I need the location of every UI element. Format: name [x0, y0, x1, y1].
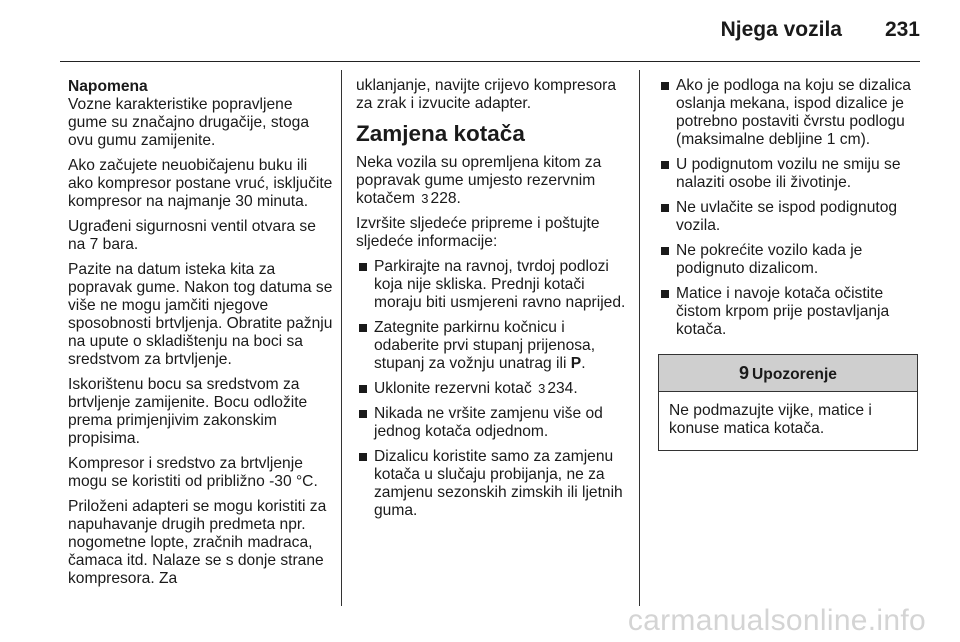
square-bullet-icon — [661, 161, 669, 169]
gear-position-p: P — [570, 355, 582, 372]
page-reference-icon: 3 — [538, 381, 546, 396]
list-item: Ne pokrećite vozilo kada je podignuto dizalicom. — [658, 242, 920, 278]
square-bullet-icon — [359, 385, 367, 393]
paragraph: Priloženi adapteri se mogu koristiti za napuhavanje drugih predmeta npr. nogometne lopte, zračnih madraca, čamaca itd. Nalaze se s donje strane kompresora. Za — [68, 498, 327, 587]
watermark: carmanualsonline.info — [627, 604, 926, 637]
warning-box — [658, 354, 918, 451]
list-item: Ne uvlačite se ispod podignutog vozila. — [658, 199, 920, 235]
list-item: Matice i navoje kotača očistite čistom krpom prije postavljanja kotača. — [658, 285, 920, 339]
warning-text: Ne podmazujte vijke, matice i konuse matica kotača. — [669, 402, 872, 437]
paragraph: Ako začujete neuobičajenu buku ili ako kompresor postane vruć, isključite kompresor na najmanje 30 minuta. — [68, 157, 333, 210]
list-item: Zategnite parkirnu kočnicu i odaberite prvi stupanj prijenosa, stupanj za vožnju unatrag ili P. — [356, 319, 626, 373]
intro-text: Neka vozila su opremljena kitom za popravak gume umjesto rezervnim kotačem — [356, 154, 602, 207]
paragraph: Iskorištenu bocu sa sredstvom za brtvljenje zamijenite. Bocu odložite prema primjenjivim zakonskim propisima. — [68, 376, 308, 447]
paragraph-intro — [356, 154, 626, 208]
chapter-title: Njega vozila — [720, 18, 842, 41]
page-reference[interactable]: 228. — [430, 190, 461, 207]
column-right — [658, 77, 920, 451]
list-item: Ako je podloga na koju se dizalica oslanja mekana, ispod dizalice je potrebno postaviti čvrstu podlogu (maksimalne debljine 1 cm). — [658, 77, 920, 149]
list-item: Uklonite rezervni kotač 3 234. — [356, 380, 626, 398]
page-reference[interactable]: 234. — [547, 380, 578, 397]
list-item: Dizalicu koristite samo za zamjenu kotača u slučaju probijanja, ne za zamjenu sezonskih zimskih ili ljetnih guma. — [356, 448, 626, 520]
preparation-list — [356, 258, 626, 520]
paragraph: Kompresor i sredstvo za brtvljenje mogu se koristiti od približno -30 °C. — [68, 455, 318, 490]
safety-list — [658, 77, 920, 339]
paragraph: Pazite na datum isteka kita za popravak gume. Nakon tog datuma se više ne mogu jamčiti njegove sposobnosti brtvljenja. Obratite pažnju na upute o skladištenju na boci sa sredstvom za brtvljenje. — [68, 261, 333, 368]
square-bullet-icon — [661, 204, 669, 212]
list-item: U podignutom vozilu ne smiju se nalaziti osobe ili životinje. — [658, 156, 920, 192]
page-reference-icon: 3 — [421, 191, 429, 206]
square-bullet-icon — [359, 453, 367, 461]
list-item: Nikada ne vršite zamjenu više od jednog kotača odjednom. — [356, 405, 626, 441]
column-divider — [341, 70, 342, 606]
square-bullet-icon — [661, 247, 669, 255]
square-bullet-icon — [661, 290, 669, 298]
square-bullet-icon — [359, 263, 367, 271]
column-left — [68, 78, 333, 595]
paragraph-prep: Izvršite sljedeće pripreme i poštujte sljedeće informacije: — [356, 215, 600, 250]
note-title: Napomena — [68, 78, 148, 95]
warning-header — [659, 355, 917, 392]
list-item: Parkirajte na ravnoj, tvrdoj podlozi koja nije skliska. Prednji kotači moraju biti usmjereni ravno naprijed. — [356, 258, 626, 312]
square-bullet-icon — [359, 410, 367, 418]
paragraph: Ugrađeni sigurnosni ventil otvara se na 7 bara. — [68, 218, 316, 253]
column-middle — [356, 77, 626, 527]
paragraph: Vozne karakteristike popravljene gume su značajno drugačije, stoga ovu gumu zamijenite. — [68, 96, 309, 149]
square-bullet-icon — [661, 82, 669, 90]
warning-title: Upozorenje — [752, 366, 837, 383]
section-heading: Zamjena kotača — [356, 121, 525, 146]
paragraph-continuation: uklanjanje, navijte crijevo kompresora za zrak i izvucite adapter. — [356, 77, 617, 112]
page-number: 231 — [884, 18, 920, 41]
square-bullet-icon — [359, 324, 367, 332]
warning-triangle-icon: 9 — [739, 363, 750, 383]
column-divider — [639, 70, 640, 606]
page-header — [60, 0, 920, 62]
